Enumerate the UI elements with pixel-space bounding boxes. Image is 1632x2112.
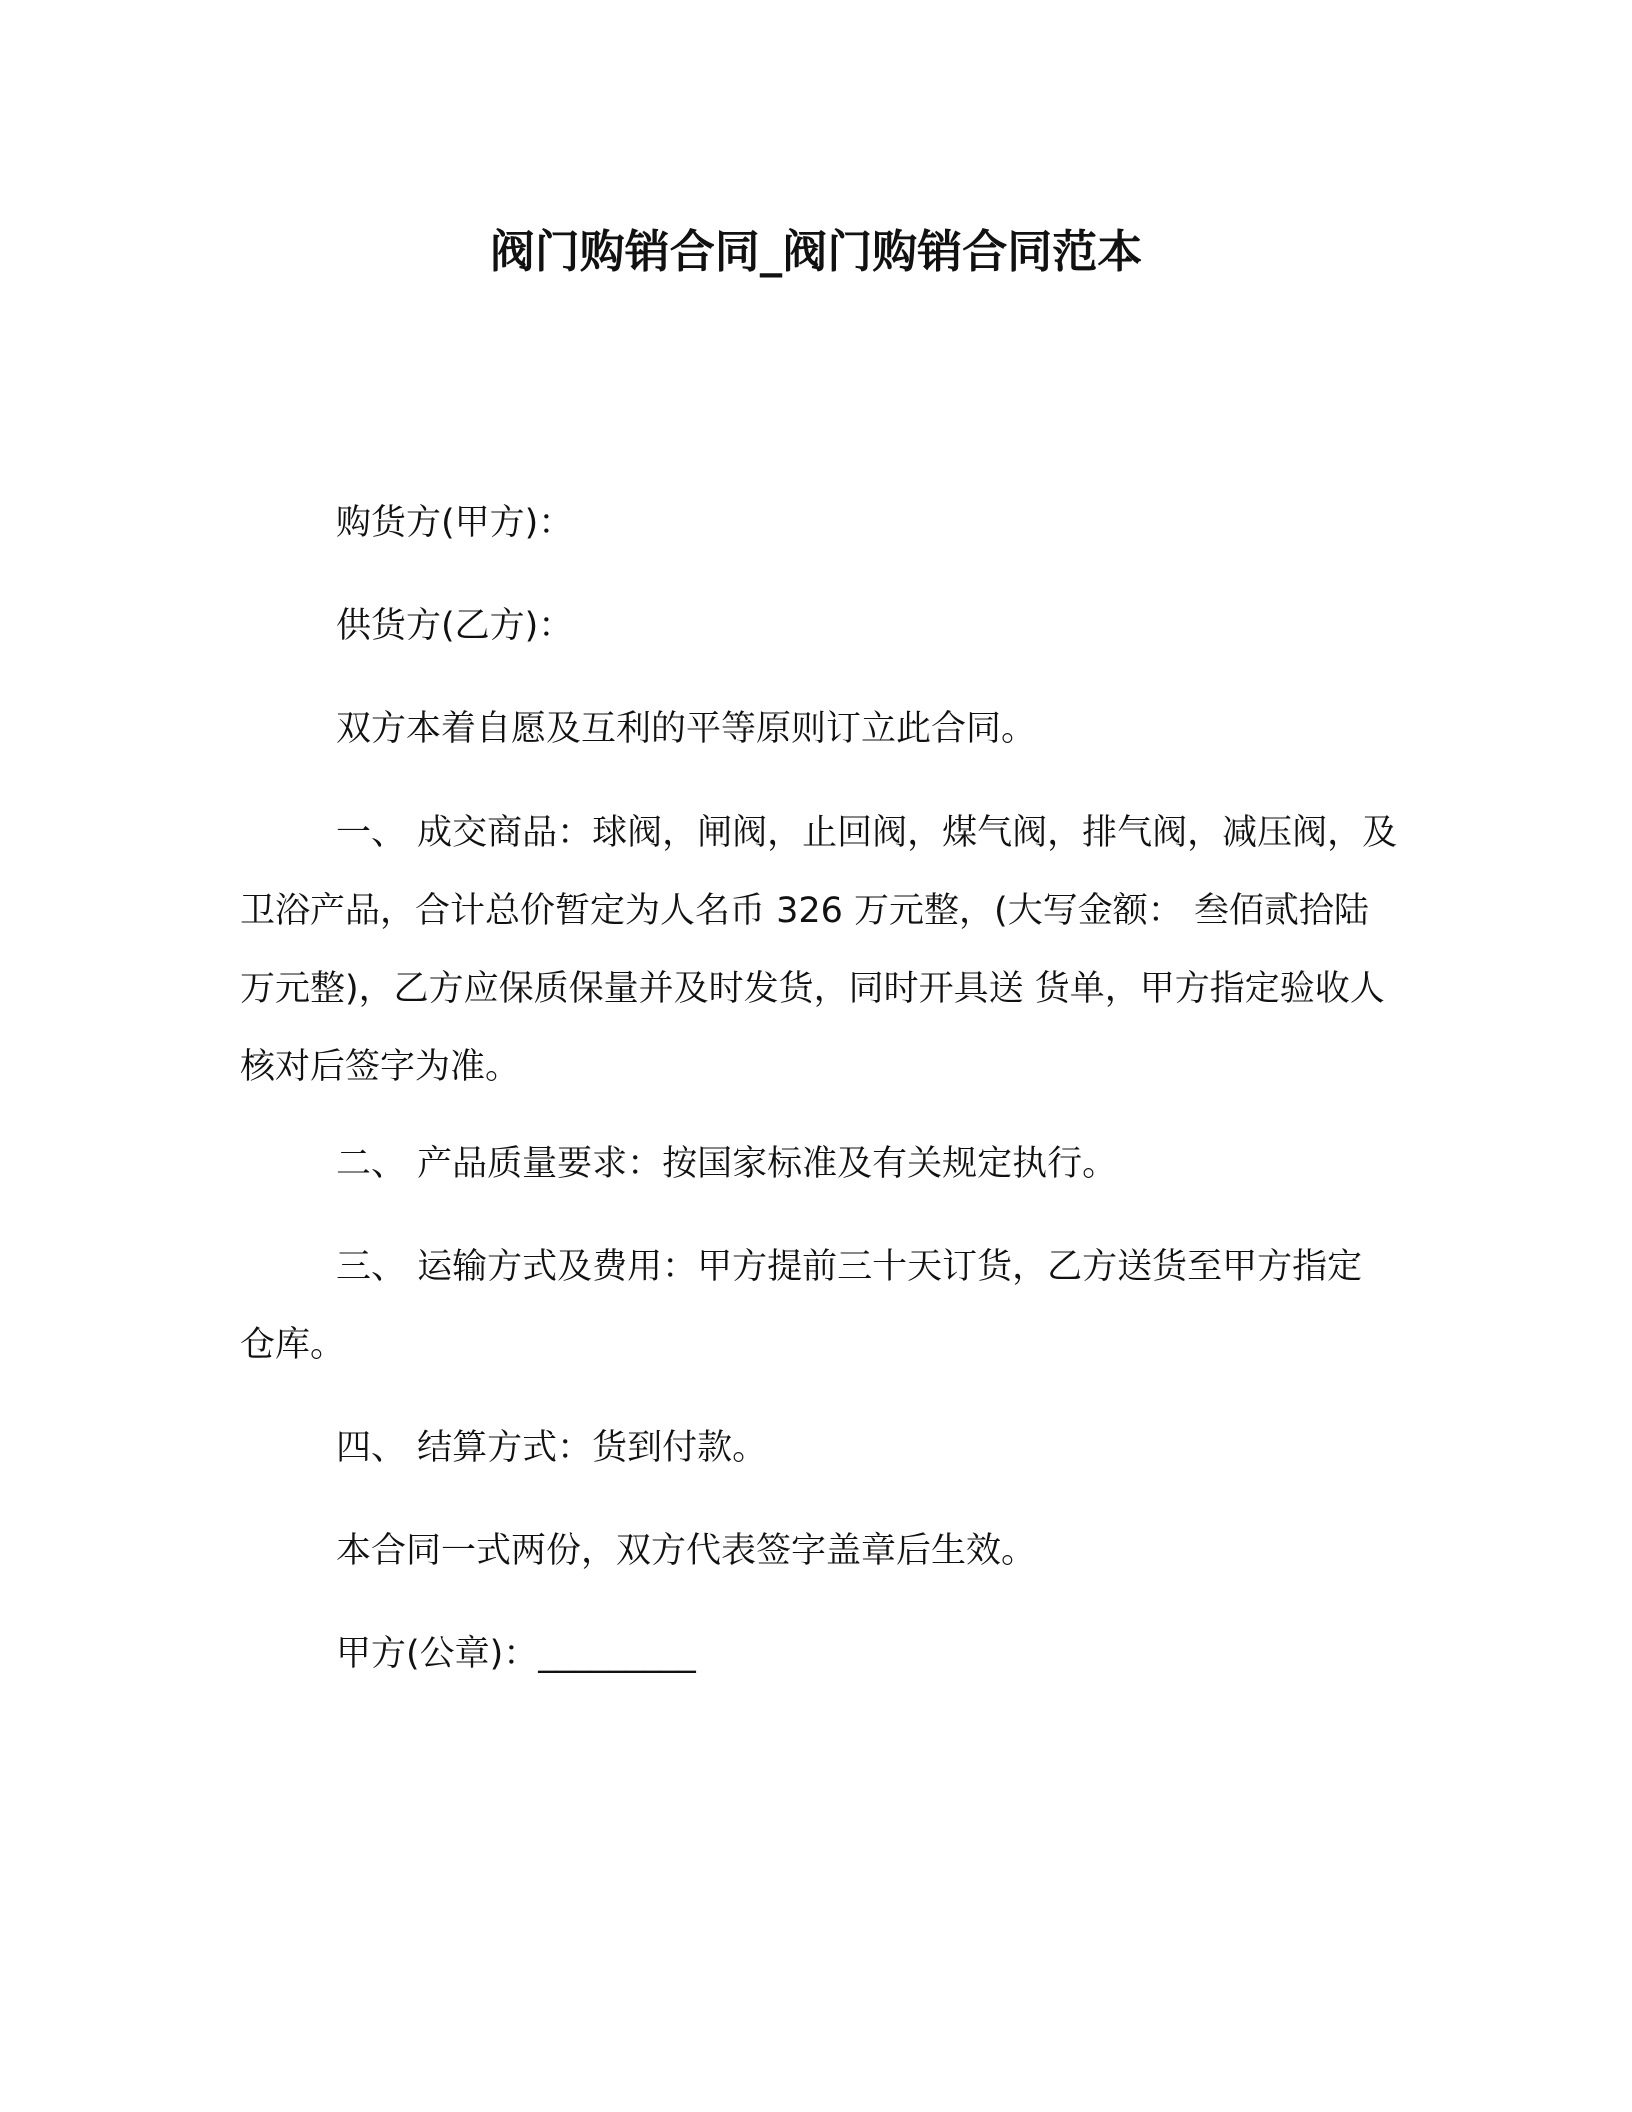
clause-3-paragraph: 三、 运输方式及费用：甲方提前三十天订货，乙方送货至甲方指定 仓库。: [240, 1247, 1363, 1365]
clause-1-paragraph: 一、 成交商品：球阀，闸阀，止回阀，煤气阀，排气阀，减压阀，及卫浴产品，合计总价暂定为人名币 326 万元整，(大写金额： 叁佰贰拾陆万元整)，乙方应保质保量并及时发货，同时开具送 货单，甲方指定验收人核对后签字为准。: [240, 813, 1398, 1087]
party-a-seal-line: 甲方(公章)：_________: [336, 1634, 696, 1674]
clause-2-paragraph: 二、 产品质量要求：按国家标准及有关规定执行。: [336, 1144, 1118, 1184]
clause-4-paragraph: 四、 结算方式：货到付款。: [336, 1428, 768, 1468]
effect-paragraph: 本合同一式两份，双方代表签字盖章后生效。: [336, 1531, 1037, 1571]
intro-paragraph: 双方本着自愿及互利的平等原则订立此合同。: [336, 709, 1037, 749]
buyer-line: 购货方(甲方)：: [336, 503, 574, 543]
supplier-line: 供货方(乙方)：: [336, 606, 574, 646]
document-title: 阀门购销合同_阀门购销合同范本: [489, 225, 1143, 278]
